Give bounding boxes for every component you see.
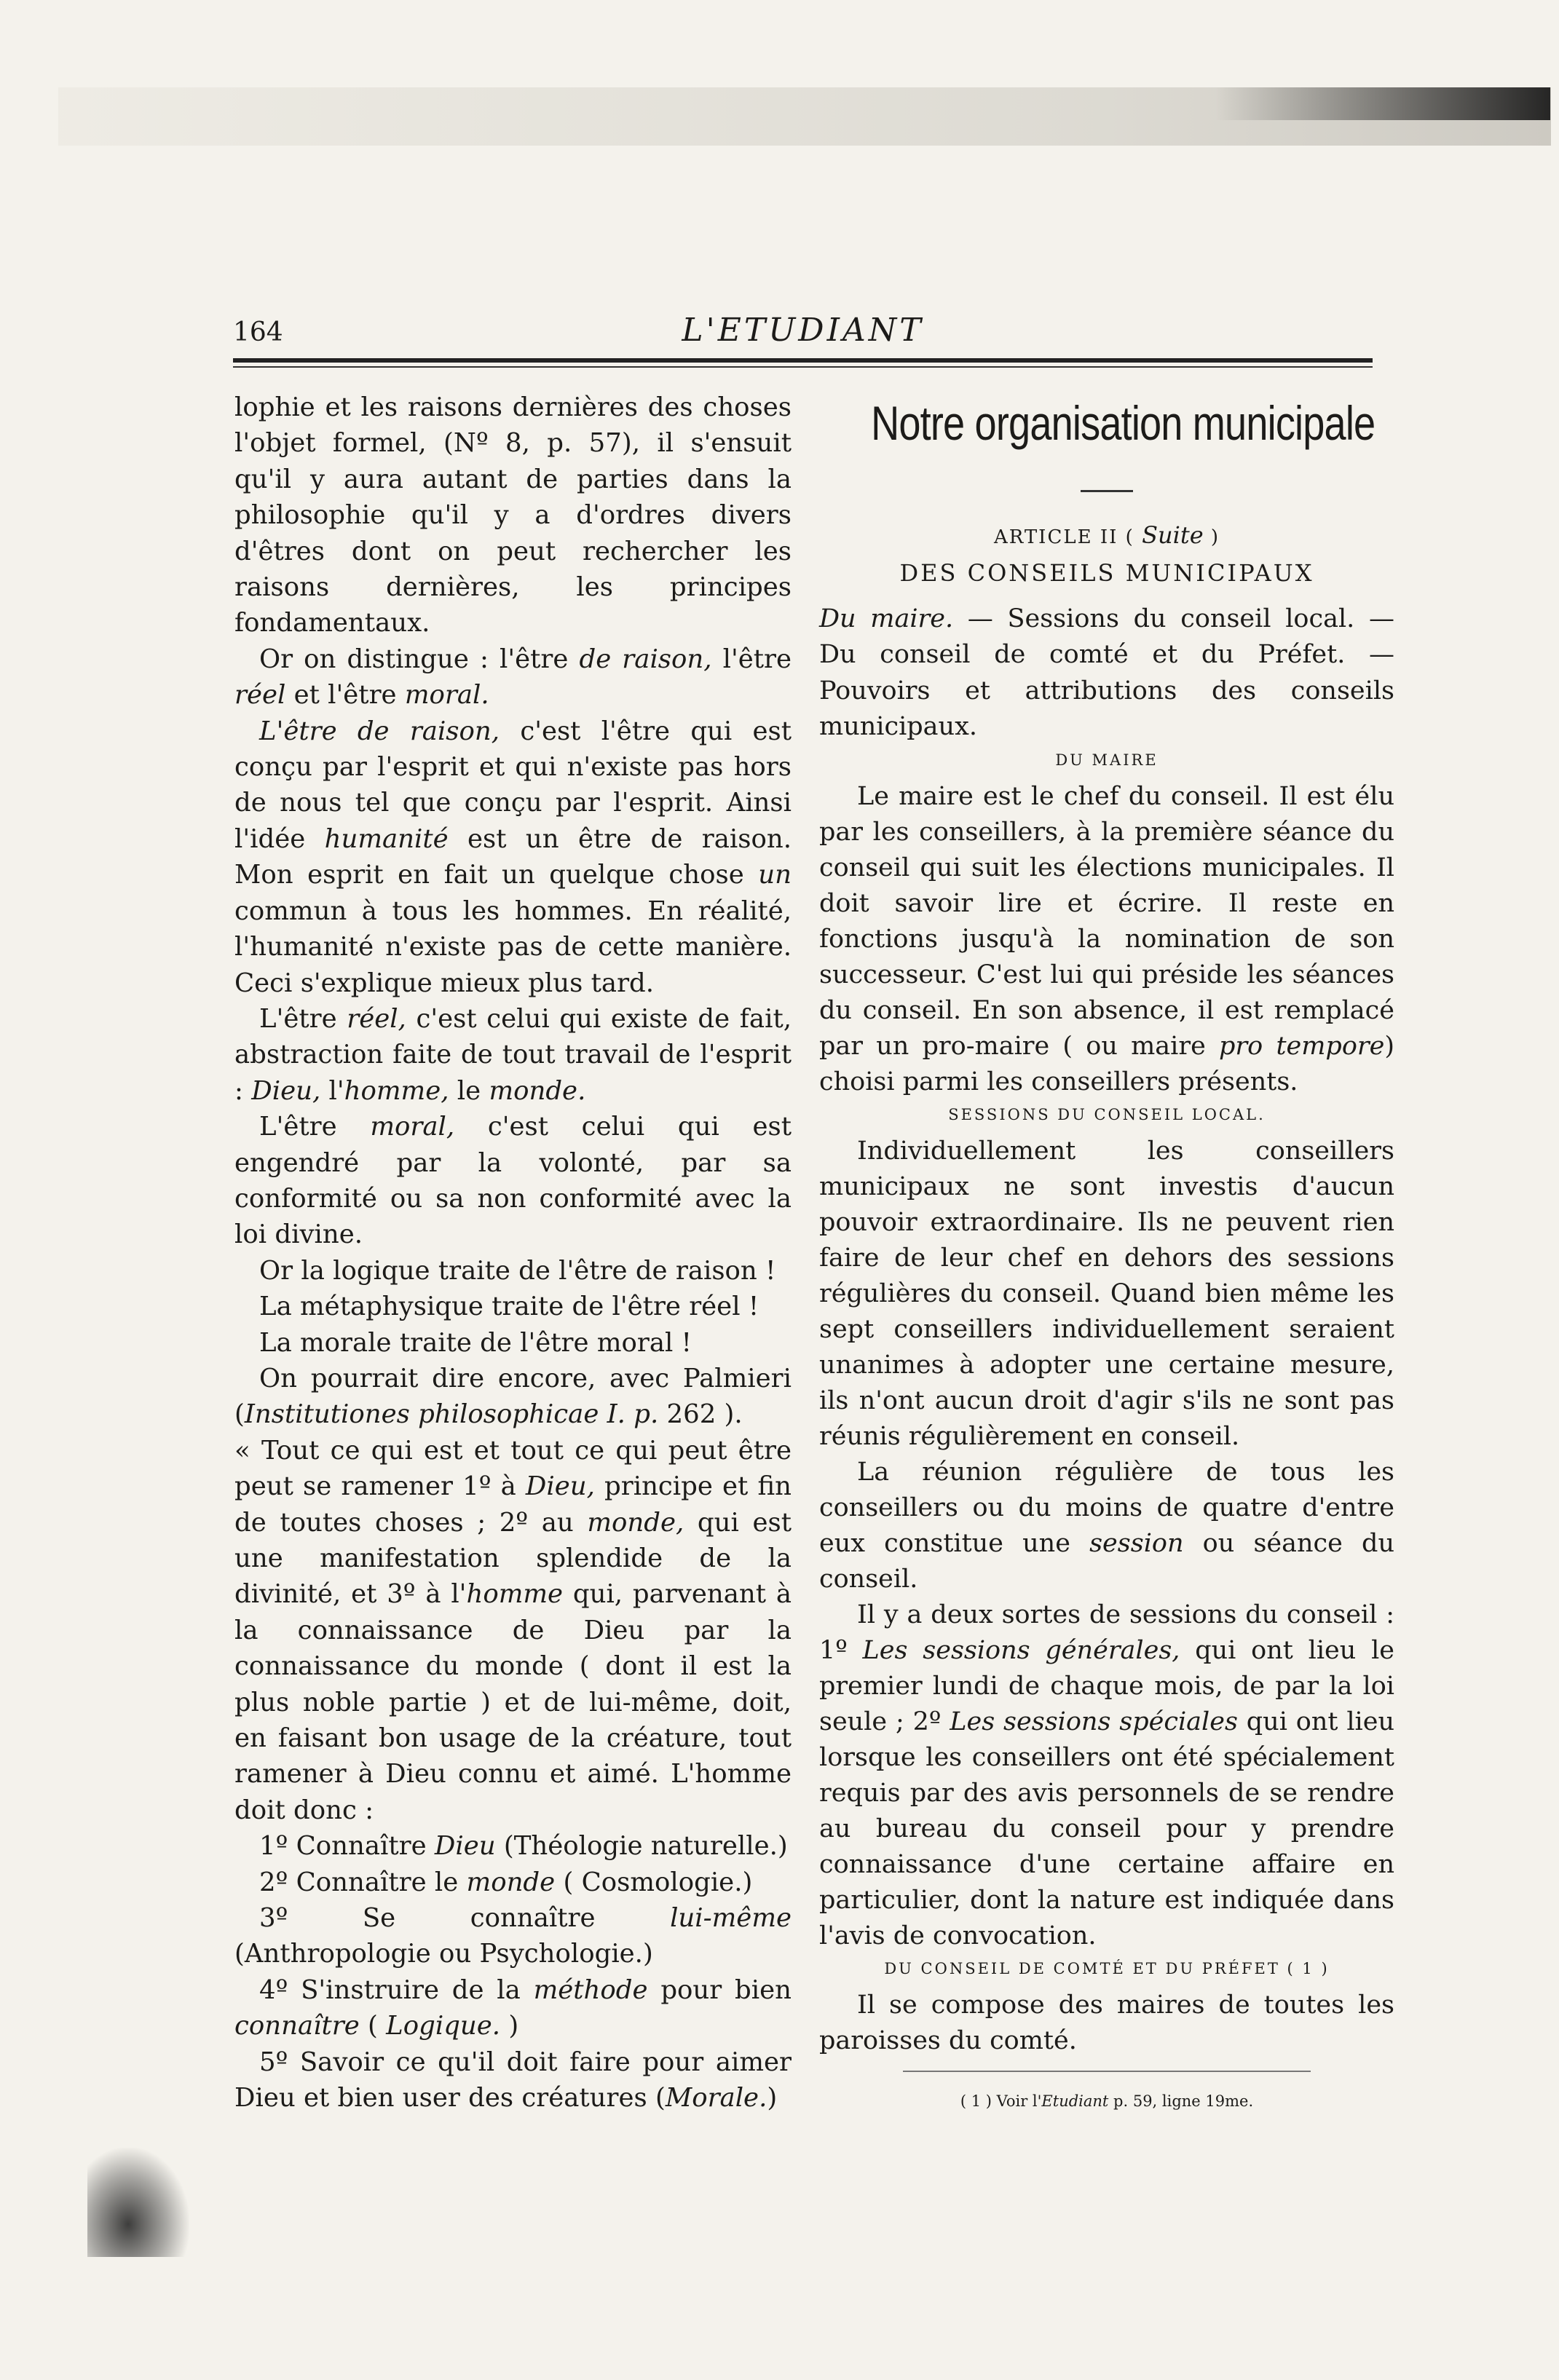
paragraph [819,1455,1394,1597]
text-run: ou séance du conseil. [819,1528,1394,1594]
paragraph [234,1361,792,1433]
text-run: Il y a deux sortes de sessions du conseil : 1º [819,1600,1394,1665]
text-run: c'est celui qui est engendré par la volonté, par sa conformité ou sa non conformité avec la loi divine. [234,1112,792,1250]
italic-run: pro tempore [1219,1031,1385,1061]
text-run: (Théologie naturelle.) [495,1831,788,1862]
paragraph: lophie et les raisons dernières des choses l'objet formel, (Nº 8, p. 57), il s'ensuit qu'il y aura autant de parties dans la philosophie qu'il y a d'ordres divers d'êtres dont on peut rechercher les raisons dernières, les principes fondamentaux. [234,392,792,639]
list-item [234,1900,792,1972]
subheading: DU CONSEIL DE COMTÉ ET DU PRÉFET ( 1 ) [884,1959,1330,1977]
paragraph [234,1433,792,1828]
text-run: l'être [711,644,792,674]
article-number [819,521,1394,549]
italic-run: homme, [344,1075,449,1106]
paragraph: Individuellement les conseillers municipaux ne sont investis d'aucun pouvoir extraordinaire. Ils ne peuvent rien faire de leur chef en dehors des sessions régulières du conseil. Quand bien même les sept conseillers individuellement seraient unanimes à adopter une certaine mesure, ils n'ont aucun droit d'agir s'ils ne sont pas réunis régulièrement en conseil. [819,1136,1394,1451]
text-run: 1º Connaître [259,1831,435,1862]
italic-run: Etudiant [1041,2092,1109,2110]
italic-run: Dieu, [525,1471,595,1502]
text-run: On pourrait dire encore, avec Palmieri ( [234,1363,792,1430]
paragraph: La métaphysique traite de l'être réel ! [259,1292,759,1322]
text-run: c'est l'être qui est conçu par l'esprit et qui n'existe pas hors de nous tel que conçu par l'esprit. Ainsi l'idée [234,716,792,854]
italic-run: Institutiones philosophicae I. p. [244,1399,659,1430]
italic-run: méthode [533,1974,648,2005]
list-item [234,1972,792,2044]
italic-run: humanité [324,823,449,854]
italic-run: réel, [347,1003,406,1034]
text-run: L'être [259,1003,347,1034]
subheading: DU MAIRE [1055,751,1159,769]
subheading: SESSIONS DU CONSEIL LOCAL. [948,1105,1266,1123]
text-run: L'être [259,1112,371,1142]
text-run: principe et fin de toutes choses ; 2º au [234,1471,792,1538]
text-run: 3º Se connaître [259,1903,671,1934]
summary [819,601,1394,746]
text-run: — Sessions du conseil local. — Du conseil de comté et du Préfet. — Pouvoirs et attributions des conseils municipaux. [819,604,1394,742]
text-run: le [449,1075,489,1106]
scan-smudge [87,2148,189,2257]
italic-run: Suite [1142,521,1204,549]
text-run: commun à tous les hommes. En réalité, l'humanité n'existe pas de cette manière. Ceci s'explique mieux plus tard. [234,896,792,998]
text-run: ( [359,2011,387,2041]
paragraph: La morale traite de l'être moral ! [259,1327,692,1358]
italic-run: L'être de raison, [259,716,500,746]
italic-run: monde [466,1867,556,1897]
list-item [234,2044,792,2116]
italic-run: session [1089,1528,1184,1558]
article-title: Notre organisation municipale [871,396,1376,450]
paragraph [234,1109,792,1253]
italic-run: de raison, [579,644,712,674]
italic-run: Les sessions générales, [862,1635,1180,1665]
paragraph [234,641,792,713]
italic-run: Du maire. [819,604,954,633]
text-run: l' [320,1075,344,1106]
italic-run: monde. [489,1075,586,1106]
italic-run: Dieu [434,1831,496,1862]
paragraph: Il se compose des maires de toutes les paroisses du comté. [819,1990,1394,2055]
italic-run: réel [234,680,286,711]
text-run: « Tout ce qui est et tout ce qui peut être peut se ramener 1º à [234,1435,792,1502]
text-run: est un être de raison. Mon esprit en fait un quelque chose [234,823,792,890]
italic-run: Morale. [665,2083,767,2114]
scan-dark-edge [1215,87,1550,120]
text-run: ) choisi parmi les conseillers présents. [819,1031,1394,1096]
text-run: qui ont lieu lorsque les conseillers ont été spécialement requis par des avis personnels de se rendre au bureau du conseil pour y prendre connaissance d'une certaine affaire en particulier, dont la nature est indiquée dans l'avis de convocation. [819,1707,1394,1950]
text-run: et l'être [285,680,405,711]
paragraph [234,713,792,1001]
running-title: L'ETUDIANT [682,312,924,349]
italic-run: connaître [234,2011,360,2041]
italic-run: monde, [587,1507,684,1538]
text-run: 5º Savoir ce qu'il doit faire pour aimer Dieu et bien user des créatures ( [234,2047,792,2114]
italic-run: homme [466,1579,564,1610]
italic-run: moral, [370,1112,455,1142]
text-run: pour bien [647,1974,792,2005]
text-run: ( 1 ) Voir l' [960,2092,1042,2110]
text-run: qui, parvenant à la connaissance de Dieu par la connaissance du monde ( dont il est la plus noble partie ) et de lui-même, doit, en faisant bon usage de la créature, tout ramener à Dieu connu et aimé. L'homme doit donc : [234,1579,792,1825]
text-run: ( Cosmologie.) [555,1867,753,1897]
italic-run: lui-même [670,1903,792,1934]
paragraph: Or la logique traite de l'être de raison ! [259,1255,776,1286]
text-run: ) [1210,526,1220,548]
text-run: (Anthropologie ou Psychologie.) [234,1939,653,1969]
italic-run: Les sessions spéciales [950,1707,1238,1736]
text-run: ARTICLE II ( [993,526,1134,548]
footnote [819,2092,1394,2110]
text-run: qui ont lieu le premier lundi de chaque mois, de par la loi seule ; 2º [819,1635,1394,1736]
right-column [819,390,1394,2110]
header-rule-thick [233,358,1373,363]
text-run: qui est une manifestation splendide de la divinité, et 3º à l' [234,1507,792,1610]
list-item [234,1828,792,1864]
text-run: p. 59, ligne 19me. [1108,2092,1254,2110]
italic-run: Logique. [386,2011,501,2041]
text-run: ) [500,2011,519,2041]
page-number: 164 [233,317,283,347]
text-run: Or on distingue : l'être [259,644,580,674]
text-run: c'est celui qui existe de fait, abstraction faite de tout travail de l'esprit : [234,1003,792,1106]
text-run: 4º S'instruire de la [259,1974,534,2005]
page-header [233,312,1373,363]
left-column [234,390,792,2116]
section-title: DES CONSEILS MUNICIPAUX [899,559,1314,587]
italic-run: moral. [404,680,489,711]
italic-run: un [758,860,792,890]
paragraph [234,1001,792,1109]
text-run: 262 ). [658,1399,743,1430]
title-dash [1081,490,1133,492]
italic-run: Dieu, [251,1075,321,1106]
paragraph [819,779,1394,1100]
header-rule-thin [233,366,1373,368]
footnote-rule [903,2071,1311,2072]
text-run: ) [767,2083,778,2114]
paragraph [819,1597,1394,1954]
list-item [234,1865,792,1900]
text-run: 2º Connaître le [259,1867,467,1897]
text-run: Le maire est le chef du conseil. Il est élu par les conseillers, à la première séance du conseil qui suit les élections municipales. Il doit savoir lire et écrire. Il reste en fonctions jusqu'à la nomination de son successeur. C'est lui qui préside les séances du conseil. En son absence, il est remplacé par un pro-maire ( ou maire [819,781,1394,1061]
text-run: La réunion régulière de tous les conseillers ou du moins de quatre d'entre eux constitue une [819,1457,1394,1558]
